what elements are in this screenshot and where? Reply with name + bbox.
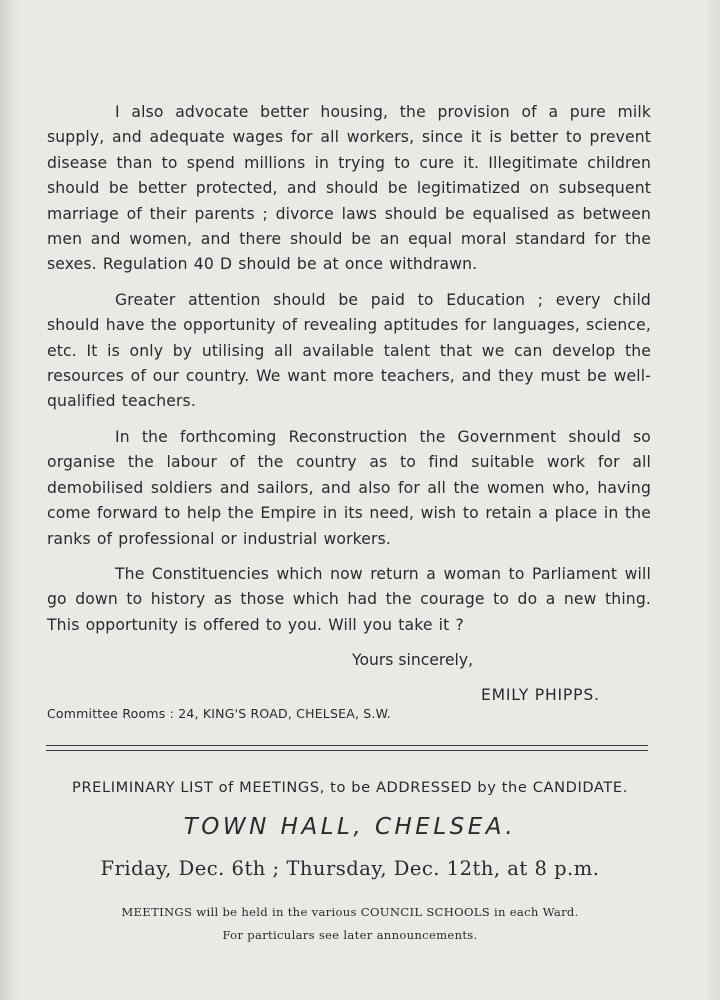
letter-signature: EMILY PHIPPS.	[481, 686, 600, 704]
meeting-dates: Friday, Dec. 6th ; Thursday, Dec. 12th, at 8 p.m.	[100, 857, 600, 880]
meeting-venue: TOWN HALL, CHELSEA.	[183, 814, 517, 840]
divider-rule-top	[46, 745, 648, 746]
letter-body	[47, 100, 651, 648]
divider-rule-bottom	[46, 750, 648, 751]
meetings-note: MEETINGS will be held in the various COUNCIL SCHOOLS in each Ward.	[121, 905, 579, 919]
paragraph-housing: I also advocate better housing, the provision of a pure milk supply, and adequate wages for all workers, since it is better to prevent disease than to spend millions in trying to cure it. Illegitimate children should be better protected, and should be legitimatized on subsequent marriage of their parents ; divorce laws should be equalised as between men and women, and there should be an equal moral standard for the sexes. Regulation 40 D should be at once withdrawn.	[47, 103, 651, 274]
letter-closing: Yours sincerely,	[352, 651, 474, 669]
paragraph-education: Greater attention should be paid to Education ; every child should have the opportunity of revealing aptitudes for languages, science, etc. It is only by utilising all available talent that we can develop the resources of our country. We want more teachers, and they must be well-qualified teachers.	[47, 290, 651, 411]
meetings-particulars-note: For particulars see later announcements.	[222, 928, 478, 942]
paragraph-reconstruction: In the forthcoming Reconstruction the Government should so organise the labour of the country as to find suitable work for all demobilised soldiers and sailors, and also for all the women who, having come forward to help the Empire in its need, wish to retain a place in the ranks of professional or industrial workers.	[47, 427, 651, 548]
paragraph-constituencies: The Constituencies which now return a woman to Parliament will go down to history as those which had the courage to do a new thing. This opportunity is offered to you. Will you take it ?	[47, 564, 651, 634]
committee-rooms-address: Committee Rooms : 24, KING'S ROAD, CHELSEA, S.W.	[47, 706, 391, 721]
meetings-heading: PRELIMINARY LIST of MEETINGS, to be ADDRESSED by the CANDIDATE.	[72, 779, 628, 796]
